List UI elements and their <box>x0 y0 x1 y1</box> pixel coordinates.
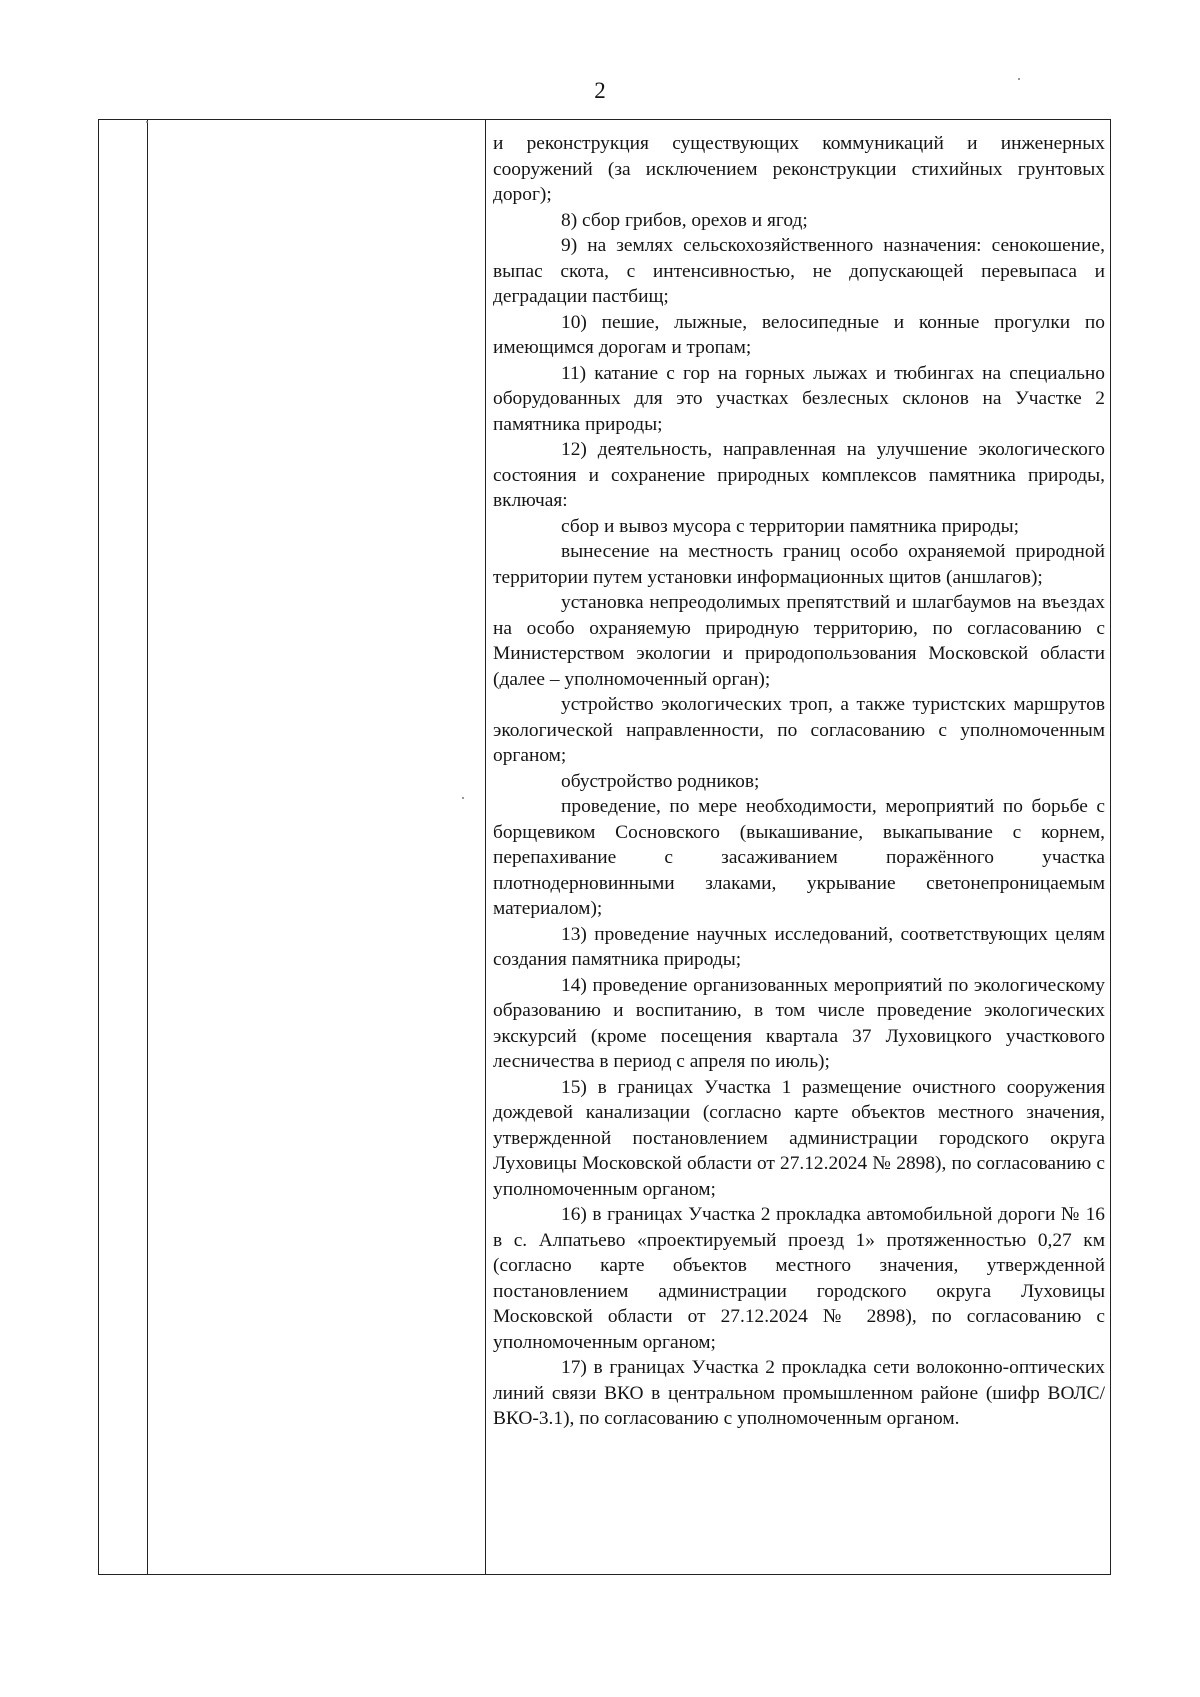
paragraph: проведение, по мере необходимости, мероприятий по борьбе с борщевиком Сосновского (выкашивание, выкапывание с корнем, перепахивание с засаживанием поражённого участка плотнодерновинными злаками, укрывание светонепроницаемым материалом); <box>493 796 1105 919</box>
paragraph: установка непреодолимых препятствий и шлагбаумов на въездах на особо охраняемую природную территорию, по согласованию с Министерством экологии и природопользования Московской области (далее – уполномоченный орган); <box>493 592 1105 690</box>
paragraph: вынесение на местность границ особо охраняемой природной территории путем установки информационных щитов (аншлагов); <box>493 541 1105 588</box>
table-column-divider-1 <box>147 120 148 1574</box>
table-cell-text <box>493 131 1105 1432</box>
paragraph: обустройство родников; <box>561 770 760 792</box>
scan-speck <box>462 797 464 799</box>
scan-speck <box>146 121 148 123</box>
paragraph: устройство экологических троп, а также туристских маршрутов экологической направленности, по согласованию с уполномоченным органом; <box>493 694 1105 766</box>
scan-speck <box>1018 78 1020 80</box>
paragraph: 14) проведение организованных мероприятий по экологическому образованию и воспитанию, в том числе проведение экологических экскурсий (кроме посещения квартала 37 Луховицкого участкового лесничества в период с апреля по июль); <box>493 974 1105 1072</box>
table-column-divider-2 <box>485 120 486 1574</box>
paragraph: 13) проведение научных исследований, соответствующих целям создания памятника природы; <box>493 923 1105 970</box>
page-number: 2 <box>594 78 606 103</box>
paragraph: и реконструкция существующих коммуникаций и инженерных сооружений (за исключением реконструкции стихийных грунтовых дорог); <box>493 133 1105 205</box>
paragraph: 12) деятельность, направленная на улучшение экологического состояния и сохранение природных комплексов памятника природы, включая: <box>493 439 1105 511</box>
paragraph: 9) на землях сельскохозяйственного назначения: сенокошение, выпас скота, с интенсивностью, не допускающей перевыпаса и деградации пастбищ; <box>493 235 1105 307</box>
paragraph: 17) в границах Участка 2 прокладка сети волоконно-оптических линий связи ВКО в центральном промышленном районе (шифр ВОЛС/ВКО-3.1), по согласованию с уполномоченным органом. <box>493 1357 1105 1429</box>
paragraph: 11) катание с гор на горных лыжах и тюбингах на специально оборудованных для это участках безлесных склонов на Участке 2 памятника природы; <box>493 362 1105 435</box>
paragraph: 16) в границах Участка 2 прокладка автомобильной дороги № 16 в с. Алпатьево «проектируемый проезд 1» протяженностью 0,27 км (согласно карте объектов местного значения, утвержденной постановлением администрации городского округа Луховицы Московской области от 27.12.2024 № 2898), по согласованию с уполномоченным органом; <box>493 1204 1105 1353</box>
paragraph: сбор и вывоз мусора с территории памятника природы; <box>561 515 1020 537</box>
paragraph: 15) в границах Участка 1 размещение очистного сооружения дождевой канализации (согласно карте объектов местного значения, утвержденной постановлением администрации городского округа Луховицы Московской области от 27.12.2024 № 2898), по согласованию с уполномоченным органом; <box>493 1076 1105 1200</box>
paragraph: 10) пешие, лыжные, велосипедные и конные прогулки по имеющимся дорогам и тропам; <box>493 311 1105 358</box>
paragraph: 8) сбор грибов, орехов и ягод; <box>561 209 808 231</box>
